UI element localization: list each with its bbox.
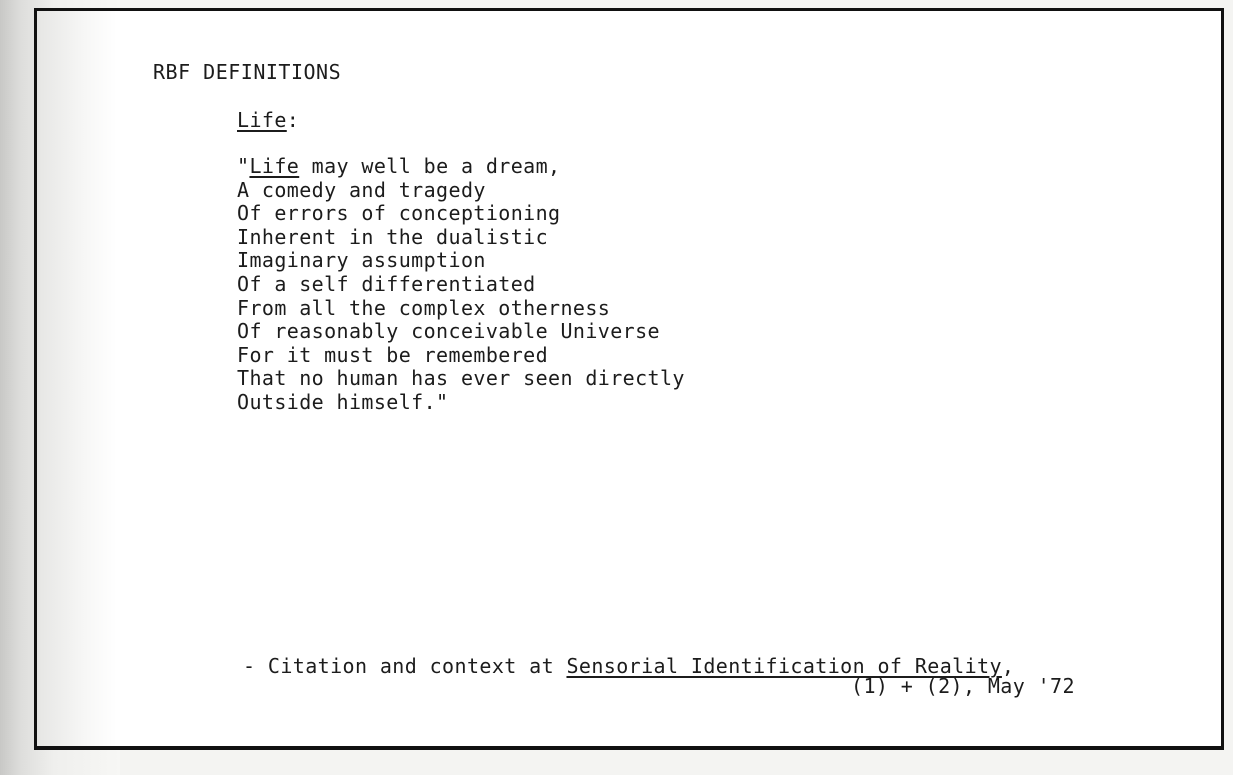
quote-line: Imaginary assumption: [237, 248, 486, 273]
citation-prefix: - Citation and context at: [243, 654, 567, 678]
open-quote-mark: ": [237, 154, 250, 178]
quote-line: A comedy and tragedy: [237, 177, 486, 202]
definition-card: [34, 8, 1224, 750]
quote-line: That no human has ever seen directly: [237, 366, 685, 391]
quote-line: Inherent in the dualistic: [237, 224, 549, 249]
definition-term: [237, 109, 299, 133]
card-header: RBF DEFINITIONS: [153, 60, 342, 84]
card-scan-shade: [37, 11, 117, 746]
quote-line: From all the complex otherness: [237, 295, 611, 320]
quote-line: Of errors of conceptioning: [237, 201, 561, 226]
quote-block: [237, 155, 685, 415]
term-word: Life: [237, 108, 287, 132]
quote-line: For it must be remembered: [237, 342, 549, 367]
quote-line: Of reasonably conceivable Universe: [237, 319, 660, 344]
citation-comma: ,: [1001, 654, 1015, 678]
quote-line: Of a self differentiated: [237, 271, 536, 296]
citation-source: Sensorial Identification of Reality: [566, 654, 1002, 678]
quote-line-first: [237, 155, 685, 179]
quote-first-line-rest: may well be a dream,: [299, 154, 561, 178]
quote-first-word: Life: [249, 154, 300, 178]
quote-line: Outside himself.": [237, 389, 449, 414]
citation-detail: (1) + (2), May '72: [851, 674, 1075, 698]
term-colon: :: [286, 108, 300, 132]
